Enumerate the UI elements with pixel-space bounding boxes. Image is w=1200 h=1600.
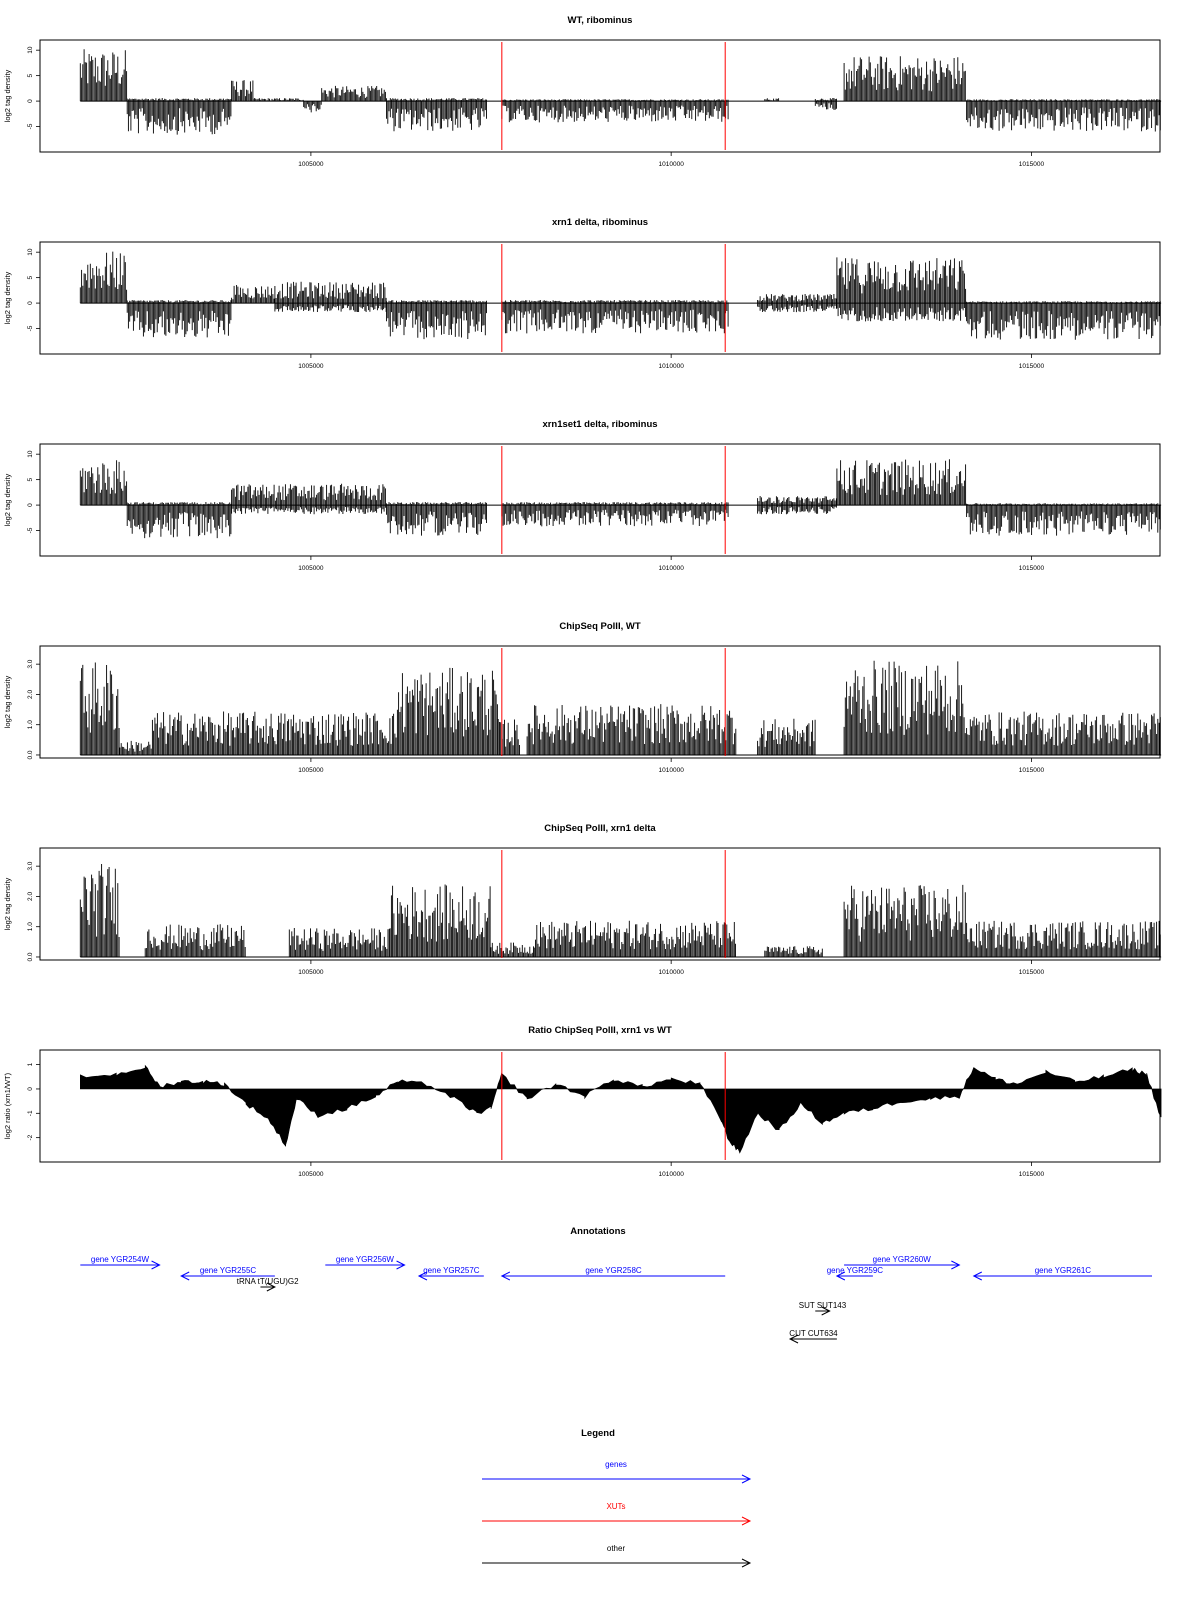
bar-segment: [80, 663, 119, 756]
bar-segment: [527, 704, 736, 755]
y-tick-label: 0: [27, 1087, 34, 1091]
bar-segment: [387, 502, 487, 536]
annotation-feature: [827, 1266, 884, 1280]
x-tick-label: 1010000: [658, 1171, 684, 1178]
plot-frame: [40, 1050, 1160, 1162]
bar-segment: [758, 719, 816, 755]
bar-segment: [837, 257, 966, 321]
track-title: xrn1 delta, ribominus: [551, 217, 649, 228]
y-tick-label: 5: [27, 275, 34, 280]
y-tick-label: -5: [27, 123, 34, 130]
feature-label: CUT CUT634: [789, 1329, 838, 1338]
x-tick-label: 1015000: [1018, 1171, 1045, 1178]
data-marks: [80, 252, 1161, 340]
x-tick-label: 1005000: [298, 1171, 324, 1178]
track-panel-5: [3, 823, 1161, 976]
feature-label: SUT SUT143: [798, 1301, 847, 1310]
bar-segment: [765, 946, 823, 957]
annotation-feature: [789, 1329, 838, 1343]
feature-label: gene YGR254W: [90, 1255, 150, 1264]
track-panels: [3, 15, 1161, 1178]
data-marks: [80, 661, 1161, 755]
y-tick-label: 2.0: [27, 689, 34, 699]
y-tick-label: 10: [27, 46, 34, 54]
x-tick-label: 1005000: [298, 363, 324, 370]
y-tick-label: 5: [27, 477, 34, 482]
x-tick-label: 1015000: [1018, 767, 1045, 774]
data-marks: [80, 49, 1161, 134]
annotation-feature: [419, 1266, 484, 1280]
bar-segment: [502, 99, 728, 122]
y-tick-label: 10: [27, 248, 34, 256]
track-panel-3: [3, 419, 1161, 572]
y-axis-label: log2 tag density: [3, 271, 12, 325]
legend-label: other: [606, 1544, 626, 1553]
bar-segment: [390, 885, 490, 958]
feature-label: gene YGR261C: [1034, 1266, 1092, 1275]
x-tick-label: 1005000: [298, 969, 324, 976]
x-tick-label: 1015000: [1018, 161, 1045, 168]
legend-label: XUTs: [606, 1502, 626, 1511]
plot-frame: [40, 40, 1160, 152]
y-axis-label: log2 ratio (xrn1/WT): [3, 1072, 12, 1140]
bar-segment: [127, 98, 231, 135]
y-axis-label: log2 tag density: [3, 69, 12, 123]
x-tick-label: 1005000: [298, 161, 324, 168]
bar-segment: [120, 741, 151, 755]
y-tick-label: 0.0: [27, 952, 34, 962]
bar-segment: [232, 285, 275, 303]
bar-segment: [967, 99, 1161, 131]
plot-frame: [40, 444, 1160, 556]
y-tick-label: 0: [27, 301, 34, 305]
track-title: Ratio ChipSeq PolII, xrn1 vs WT: [528, 1025, 672, 1036]
feature-label: gene YGR256W: [335, 1255, 394, 1264]
track-title: WT, ribominus: [567, 15, 633, 26]
data-marks: [80, 459, 1161, 538]
y-tick-label: 0.0: [27, 750, 34, 760]
bar-segment: [304, 101, 322, 112]
y-tick-label: 3.0: [27, 861, 34, 871]
y-tick-label: 0: [27, 99, 34, 103]
bar-segment: [322, 86, 386, 101]
bar-segment: [80, 252, 126, 304]
annotation-feature: [502, 1266, 725, 1280]
legend-label: genes: [605, 1460, 627, 1469]
y-axis-label: log2 tag density: [3, 473, 12, 527]
feature-label: gene YGR255C: [199, 1266, 257, 1275]
bar-segment: [502, 300, 728, 333]
x-tick-label: 1015000: [1018, 969, 1045, 976]
track-title: xrn1set1 delta, ribominus: [542, 419, 658, 430]
bar-segment: [397, 668, 497, 755]
track-title: ChipSeq PolII, WT: [559, 621, 641, 632]
track-panel-6: [3, 1025, 1161, 1178]
annotations-panel: [80, 1226, 1152, 1343]
track-panel-2: [3, 217, 1161, 370]
x-tick-label: 1010000: [658, 969, 684, 976]
feature-label: gene YGR260W: [872, 1255, 931, 1264]
bar-segment: [967, 301, 1161, 339]
bar-segment: [387, 300, 487, 339]
y-tick-label: 5: [27, 73, 34, 78]
y-tick-label: 3.0: [27, 659, 34, 669]
x-tick-label: 1005000: [298, 767, 324, 774]
annotation-feature: [325, 1255, 404, 1269]
y-tick-label: -5: [27, 325, 34, 332]
annotation-feature: [974, 1266, 1152, 1280]
track-title: ChipSeq PolII, xrn1 delta: [544, 823, 656, 834]
legend-item: [482, 1544, 750, 1567]
y-tick-label: 1: [27, 1062, 34, 1067]
bar-segment: [967, 712, 1161, 755]
bar-segment: [145, 924, 245, 957]
bar-segment: [491, 943, 534, 957]
y-tick-label: 1.0: [27, 922, 34, 932]
bar-segment: [80, 460, 126, 505]
x-tick-label: 1015000: [1018, 565, 1045, 572]
bar-segment: [275, 282, 386, 312]
y-tick-label: 10: [27, 450, 34, 458]
bar-segment: [232, 80, 253, 101]
ratio-area: [80, 1066, 1161, 1154]
track-panel-1: [3, 15, 1161, 168]
data-marks: [80, 864, 1161, 957]
bar-segment: [232, 484, 386, 514]
x-tick-label: 1005000: [298, 565, 324, 572]
bar-segment: [844, 885, 965, 957]
y-axis-label: log2 tag density: [3, 675, 12, 729]
y-tick-label: 0: [27, 503, 34, 507]
x-tick-label: 1015000: [1018, 363, 1045, 370]
bar-segment: [502, 502, 728, 526]
bar-segment: [152, 712, 396, 756]
y-tick-label: 1.0: [27, 720, 34, 730]
track-panel-4: [3, 621, 1161, 774]
x-tick-label: 1010000: [658, 565, 684, 572]
bar-segment: [387, 98, 487, 131]
feature-label: gene YGR257C: [423, 1266, 480, 1275]
y-tick-label: -5: [27, 527, 34, 534]
bar-segment: [127, 502, 231, 538]
y-tick-label: -2: [27, 1134, 34, 1141]
y-tick-label: -1: [27, 1110, 34, 1117]
bar-segment: [837, 459, 966, 505]
bar-segment: [844, 661, 965, 755]
legend-item: [482, 1502, 750, 1525]
bar-segment: [967, 503, 1161, 535]
y-axis-label: log2 tag density: [3, 877, 12, 931]
legend-item: [482, 1460, 750, 1483]
x-tick-label: 1010000: [658, 363, 684, 370]
feature-label: gene YGR258C: [585, 1266, 642, 1275]
x-tick-label: 1010000: [658, 161, 684, 168]
feature-label: tRNA tT(UGU)G2: [236, 1277, 299, 1286]
x-tick-label: 1010000: [658, 767, 684, 774]
annotations-title: Annotations: [570, 1226, 626, 1237]
bar-segment: [815, 98, 836, 110]
y-tick-label: 2.0: [27, 891, 34, 901]
bar-segment: [80, 49, 126, 101]
annotation-feature: [237, 1277, 299, 1291]
annotation-feature: [80, 1255, 159, 1269]
annotation-feature: [799, 1301, 847, 1315]
bar-segment: [534, 921, 735, 957]
feature-label: gene YGR259C: [826, 1266, 884, 1275]
bar-segment: [127, 300, 231, 337]
legend-panel: [482, 1428, 750, 1567]
bar-segment: [967, 921, 1161, 957]
legend-title: Legend: [581, 1428, 615, 1439]
bar-segment: [80, 864, 119, 957]
bar-segment: [289, 928, 389, 957]
bar-segment: [844, 56, 965, 101]
data-marks: [80, 1066, 1161, 1154]
